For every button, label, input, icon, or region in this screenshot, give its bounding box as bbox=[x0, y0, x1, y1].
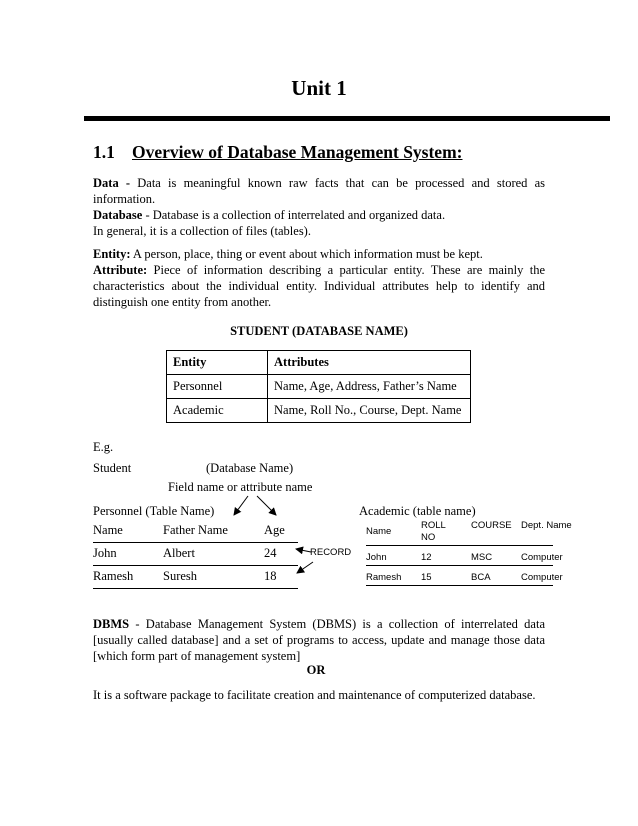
section-title: Overview of Database Management System: bbox=[132, 142, 463, 162]
database-name-label: (Database Name) bbox=[206, 461, 294, 475]
student-label: Student bbox=[93, 461, 132, 475]
table-cell: 18 bbox=[264, 569, 277, 583]
entity-term: Entity: bbox=[93, 247, 131, 261]
table-cell: 24 bbox=[264, 546, 277, 560]
table-header-cell: Entity bbox=[167, 351, 268, 375]
attribute-term: Attribute: bbox=[93, 263, 148, 277]
dbms-text: - Database Management System (DBMS) is a collection of interrelated data [usually called database] and a set of programs to access, update and manage those data [which form part of management system] bbox=[93, 617, 545, 663]
table-header-cell: COURSE bbox=[471, 520, 512, 531]
database-term: Database bbox=[93, 208, 143, 222]
record-arrow-up bbox=[296, 549, 311, 552]
table-cell: Academic bbox=[167, 399, 268, 423]
table-cell: Computer bbox=[521, 572, 563, 583]
table-cell: Ramesh bbox=[93, 569, 134, 583]
personnel-table-caption: Personnel (Table Name) bbox=[93, 504, 215, 518]
field-arrow-right bbox=[257, 496, 276, 515]
table-header-cell: Attributes bbox=[268, 351, 471, 375]
student-table-caption: STUDENT (DATABASE NAME) bbox=[230, 324, 408, 338]
table-cell: 15 bbox=[421, 572, 432, 583]
or-label: OR bbox=[306, 663, 326, 677]
record-label: RECORD bbox=[310, 547, 352, 558]
field-arrow-left bbox=[234, 496, 248, 515]
dbms-definition bbox=[93, 616, 545, 664]
table-cell: John bbox=[366, 552, 387, 563]
table-cell: Albert bbox=[163, 546, 195, 560]
table-header-cell: Name bbox=[93, 523, 123, 537]
table-cell: Ramesh bbox=[366, 572, 402, 583]
or-separator bbox=[0, 663, 638, 678]
entity-text: A person, place, thing or event about which information must be kept. bbox=[130, 247, 483, 261]
attribute-text: Piece of information describing a particular entity. These are mainly the characteristics about the individual entity. Individual attributes help to identify and distinguish one entity from another. bbox=[93, 263, 545, 309]
section-number: 1.1 bbox=[93, 142, 115, 162]
table-cell: 12 bbox=[421, 552, 432, 563]
general-text: In general, it is a collection of files (tables). bbox=[93, 224, 311, 238]
table-cell: MSC bbox=[471, 552, 493, 563]
data-text: Data is meaningful known raw facts that can be processed and stored as information. bbox=[93, 176, 546, 206]
data-term: Data - bbox=[93, 176, 131, 190]
database-text: - Database is a collection of interrelated and organized data. bbox=[142, 208, 446, 222]
unit-title: Unit 1 bbox=[291, 76, 347, 100]
eg-label: E.g. bbox=[93, 440, 114, 454]
record-arrow-down bbox=[297, 562, 313, 573]
field-name-label: Field name or attribute name bbox=[168, 480, 313, 494]
dbms-term: DBMS bbox=[93, 617, 130, 631]
table-cell: Personnel bbox=[167, 375, 268, 399]
table-cell: BCA bbox=[471, 572, 491, 583]
table-header-cell: Father Name bbox=[163, 523, 228, 537]
table-cell: Name, Age, Address, Father’s Name bbox=[268, 375, 471, 399]
table-header-cell: Name bbox=[366, 526, 392, 537]
table-cell: Suresh bbox=[163, 569, 198, 583]
table-cell: John bbox=[93, 546, 117, 560]
software-package-text: It is a software package to facilitate creation and maintenance of computerized database. bbox=[93, 688, 536, 702]
table-header-cell: Age bbox=[264, 523, 285, 537]
table-cell: Computer bbox=[521, 552, 563, 563]
table-header-cell: ROLL NO bbox=[421, 520, 446, 543]
table-cell: Name, Roll No., Course, Dept. Name bbox=[268, 399, 471, 423]
academic-table-caption: Academic (table name) bbox=[359, 504, 476, 518]
table-header-cell: Dept. Name bbox=[521, 520, 572, 531]
